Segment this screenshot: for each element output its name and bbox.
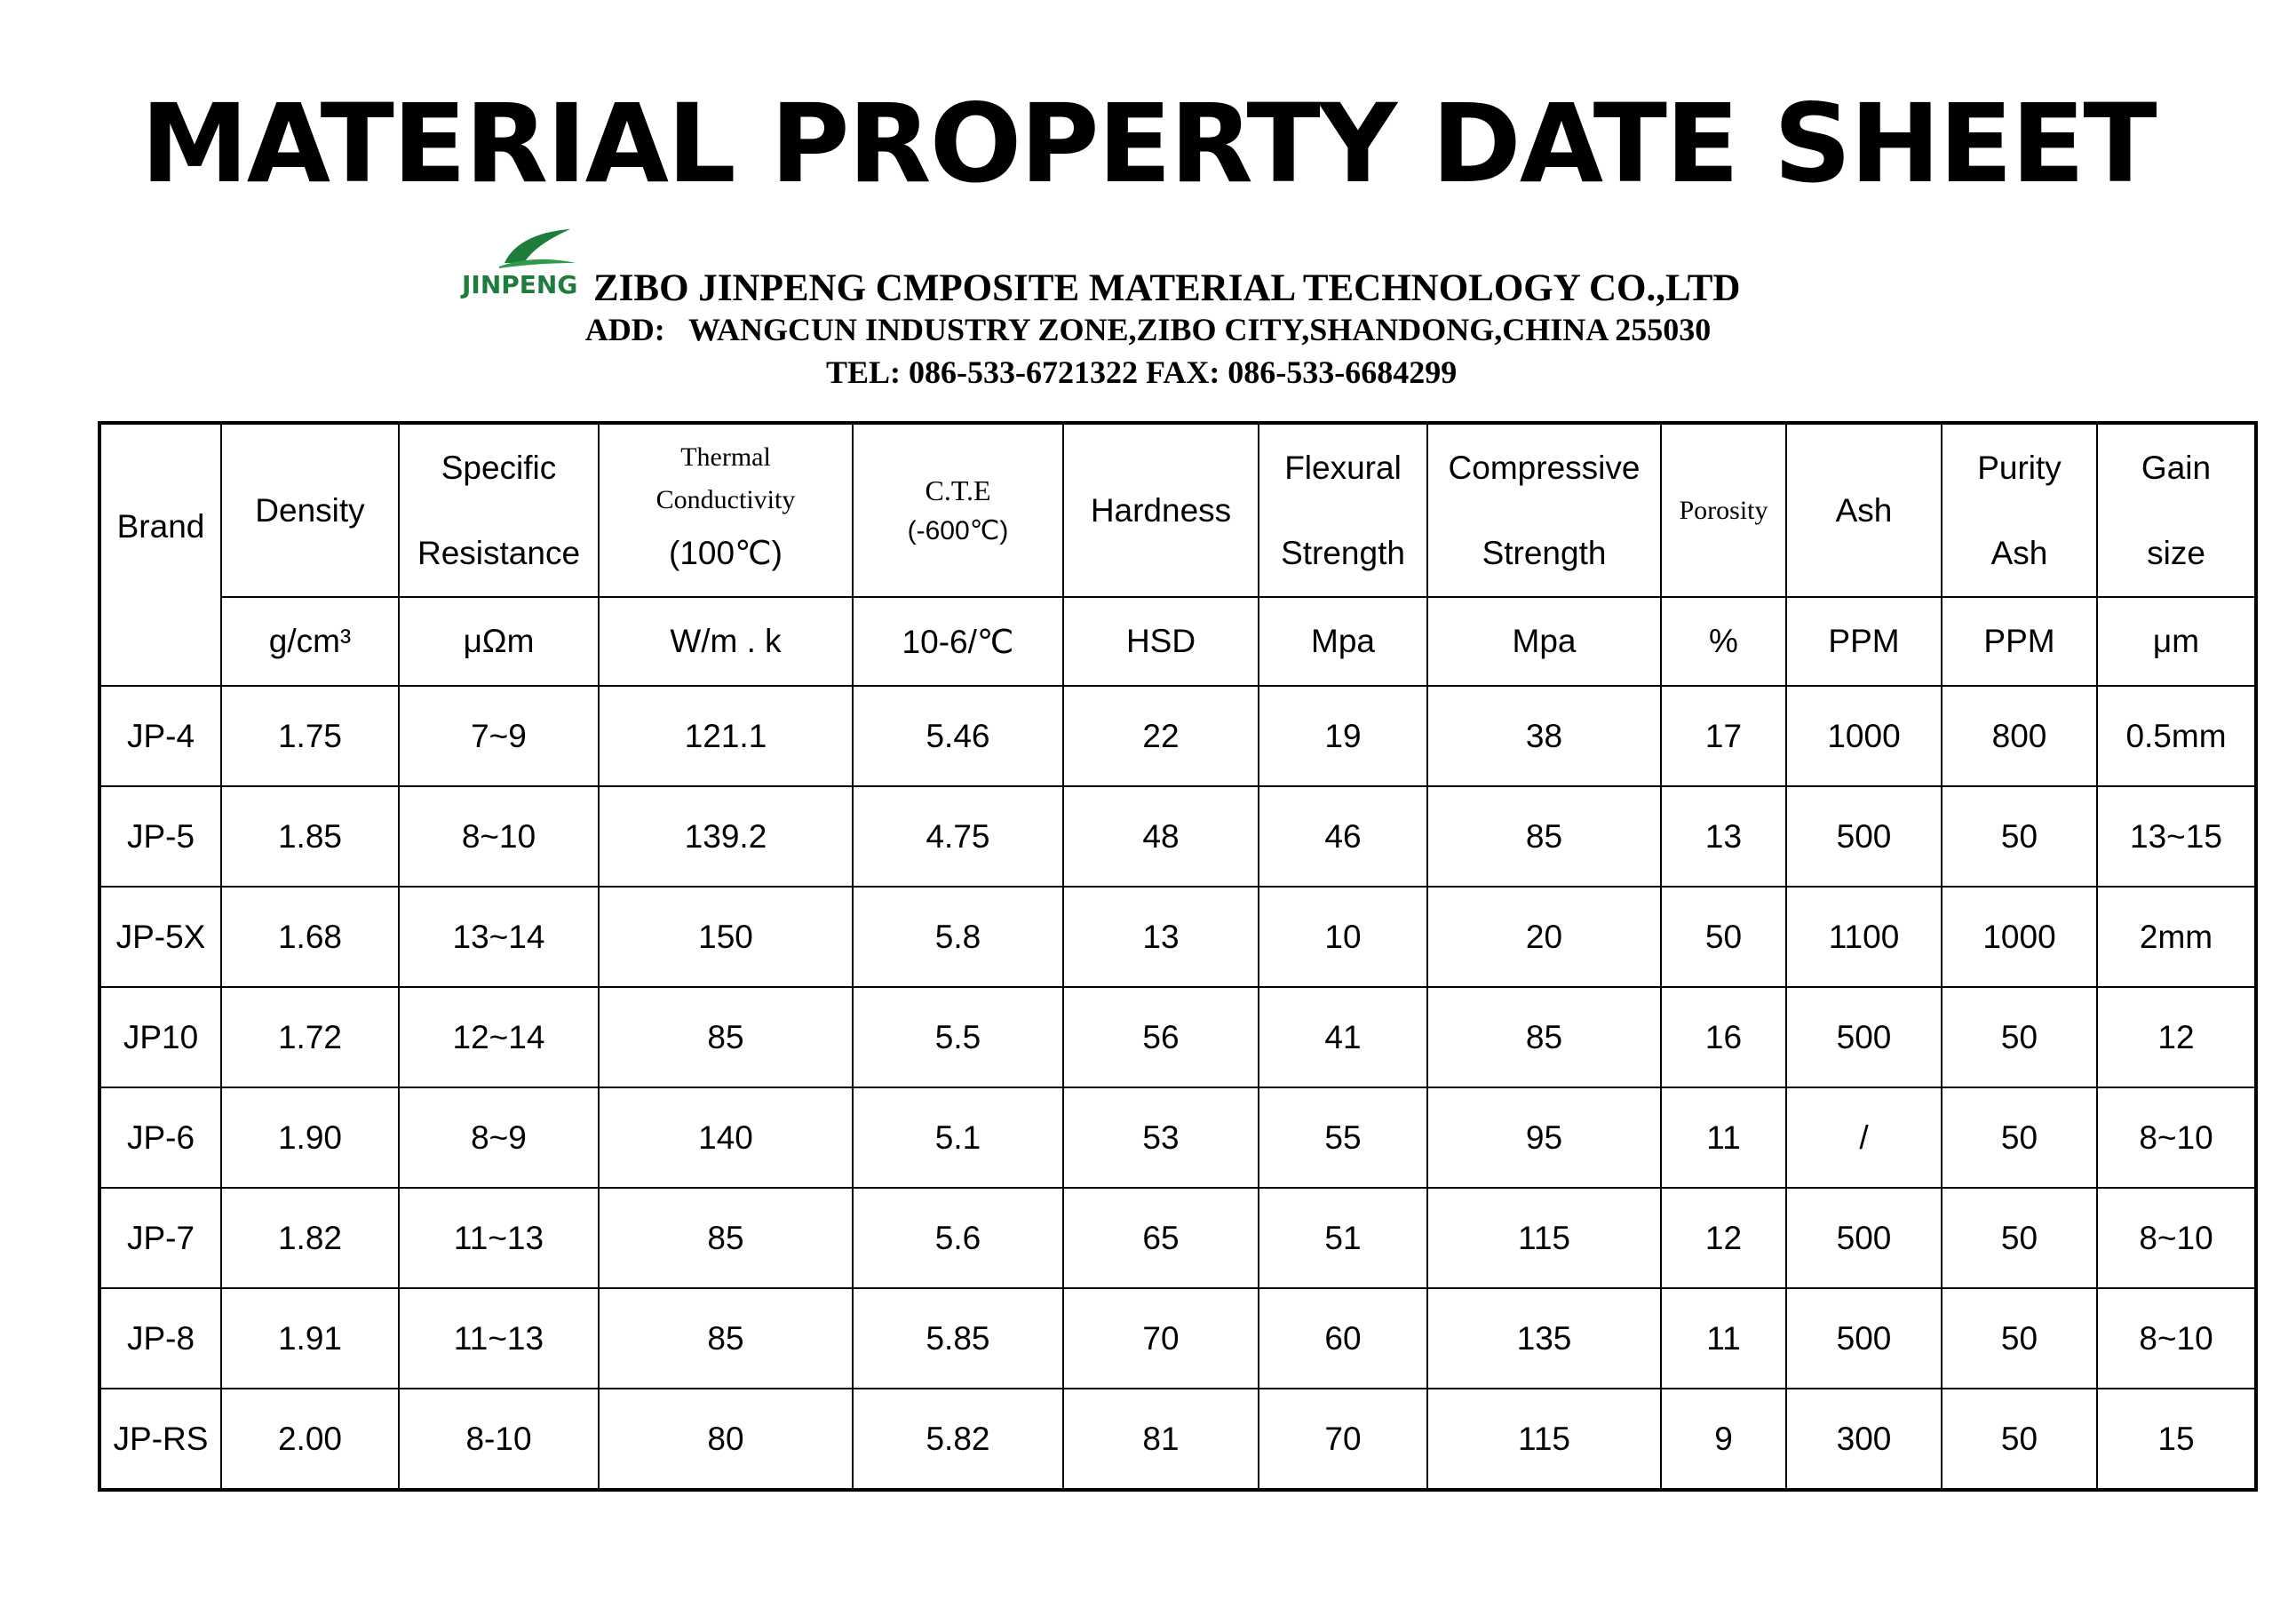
value-cell: 1.72 <box>221 987 399 1087</box>
table-row <box>99 887 2256 987</box>
value-cell: 51 <box>1259 1188 1427 1288</box>
unit-cell: HSD <box>1063 597 1259 686</box>
value-cell: 0.5mm <box>2097 686 2256 786</box>
brand-cell: JP-5X <box>99 887 221 987</box>
value-cell: 12 <box>1661 1188 1786 1288</box>
value-cell: 5.8 <box>853 887 1063 987</box>
header-brand: Brand <box>99 423 221 686</box>
header-compressive-strength: Compressive Strength <box>1427 423 1661 597</box>
value-cell: 1000 <box>1942 887 2097 987</box>
value-cell: 85 <box>599 1288 853 1389</box>
company-name: ZIBO JINPENG CMPOSITE MATERIAL TECHNOLOGY CO.,LTD <box>593 267 1741 309</box>
company-address: ADD: WANGCUN INDUSTRY ZONE,ZIBO CITY,SHANDONG,CHINA 255030 <box>584 312 1712 347</box>
value-cell: 41 <box>1259 987 1427 1087</box>
value-cell: 5.82 <box>853 1389 1063 1490</box>
value-cell: 5.6 <box>853 1188 1063 1288</box>
unit-cell: μm <box>2097 597 2256 686</box>
value-cell: 55 <box>1259 1087 1427 1188</box>
unit-cell: PPM <box>1942 597 2097 686</box>
unit-cell: μΩm <box>399 597 599 686</box>
value-cell: 65 <box>1063 1188 1259 1288</box>
logo-text: JINPENG <box>462 270 578 299</box>
value-cell: 8~10 <box>2097 1188 2256 1288</box>
value-cell: 17 <box>1661 686 1786 786</box>
table-row <box>99 1389 2256 1490</box>
company-logo <box>462 227 595 299</box>
value-cell: 22 <box>1063 686 1259 786</box>
value-cell: 8-10 <box>399 1389 599 1490</box>
value-cell: 11 <box>1661 1087 1786 1188</box>
value-cell: 12 <box>2097 987 2256 1087</box>
header-thermal-conductivity: Thermal Conductivity (100℃) <box>599 423 853 597</box>
value-cell: / <box>1786 1087 1942 1188</box>
table-body <box>99 686 2256 1490</box>
header-gain-size: Gain size <box>2097 423 2256 597</box>
unit-cell: Mpa <box>1259 597 1427 686</box>
value-cell: 1.85 <box>221 786 399 887</box>
value-cell: 20 <box>1427 887 1661 987</box>
value-cell: 115 <box>1427 1389 1661 1490</box>
value-cell: 7~9 <box>399 686 599 786</box>
value-cell: 115 <box>1427 1188 1661 1288</box>
value-cell: 1000 <box>1786 686 1942 786</box>
value-cell: 53 <box>1063 1087 1259 1188</box>
value-cell: 5.85 <box>853 1288 1063 1389</box>
unit-cell: W/m . k <box>599 597 853 686</box>
header-specific-resistance: Specific Resistance <box>399 423 599 597</box>
brand-cell: JP-7 <box>99 1188 221 1288</box>
property-table <box>98 421 2258 1492</box>
value-cell: 70 <box>1259 1389 1427 1490</box>
value-cell: 5.5 <box>853 987 1063 1087</box>
brand-cell: JP-5 <box>99 786 221 887</box>
header-porosity: Porosity <box>1661 423 1786 597</box>
value-cell: 50 <box>1942 1288 2097 1389</box>
table-row <box>99 1288 2256 1389</box>
value-cell: 1.90 <box>221 1087 399 1188</box>
value-cell: 85 <box>1427 786 1661 887</box>
value-cell: 1.68 <box>221 887 399 987</box>
value-cell: 48 <box>1063 786 1259 887</box>
table-row <box>99 686 2256 786</box>
company-header <box>0 222 2296 309</box>
value-cell: 8~10 <box>2097 1288 2256 1389</box>
value-cell: 300 <box>1786 1389 1942 1490</box>
table-row <box>99 1188 2256 1288</box>
table-row <box>99 987 2256 1087</box>
value-cell: 500 <box>1786 1188 1942 1288</box>
value-cell: 13 <box>1661 786 1786 887</box>
table-row <box>99 786 2256 887</box>
value-cell: 46 <box>1259 786 1427 887</box>
value-cell: 60 <box>1259 1288 1427 1389</box>
brand-cell: JP-6 <box>99 1087 221 1188</box>
unit-cell: 10-6/℃ <box>853 597 1063 686</box>
header-cte: C.T.E (-600℃) <box>853 423 1063 597</box>
value-cell: 9 <box>1661 1389 1786 1490</box>
unit-cell: g/cm³ <box>221 597 399 686</box>
value-cell: 13~15 <box>2097 786 2256 887</box>
value-cell: 38 <box>1427 686 1661 786</box>
leaf-logo-icon <box>497 227 577 268</box>
value-cell: 11~13 <box>399 1188 599 1288</box>
header-hardness: Hardness <box>1063 423 1259 597</box>
value-cell: 16 <box>1661 987 1786 1087</box>
value-cell: 2mm <box>2097 887 2256 987</box>
header-flexural-strength: Flexural Strength <box>1259 423 1427 597</box>
value-cell: 500 <box>1786 786 1942 887</box>
table-row <box>99 1087 2256 1188</box>
value-cell: 95 <box>1427 1087 1661 1188</box>
value-cell: 50 <box>1942 1188 2097 1288</box>
value-cell: 50 <box>1942 1087 2097 1188</box>
value-cell: 1100 <box>1786 887 1942 987</box>
unit-cell: % <box>1661 597 1786 686</box>
value-cell: 56 <box>1063 987 1259 1087</box>
page-title: MATERIAL PROPERTY DATE SHEET <box>140 81 2156 207</box>
value-cell: 800 <box>1942 686 2097 786</box>
value-cell: 1.75 <box>221 686 399 786</box>
value-cell: 13~14 <box>399 887 599 987</box>
value-cell: 150 <box>599 887 853 987</box>
unit-cell: PPM <box>1786 597 1942 686</box>
brand-cell: JP-8 <box>99 1288 221 1389</box>
value-cell: 8~10 <box>2097 1087 2256 1188</box>
value-cell: 8~10 <box>399 786 599 887</box>
value-cell: 70 <box>1063 1288 1259 1389</box>
value-cell: 1.91 <box>221 1288 399 1389</box>
unit-cell: Mpa <box>1427 597 1661 686</box>
value-cell: 85 <box>599 987 853 1087</box>
header-purity-ash: Purity Ash <box>1942 423 2097 597</box>
value-cell: 15 <box>2097 1389 2256 1490</box>
value-cell: 50 <box>1661 887 1786 987</box>
value-cell: 139.2 <box>599 786 853 887</box>
value-cell: 11~13 <box>399 1288 599 1389</box>
value-cell: 12~14 <box>399 987 599 1087</box>
value-cell: 135 <box>1427 1288 1661 1389</box>
value-cell: 50 <box>1942 1389 2097 1490</box>
table-units-row <box>99 597 2256 686</box>
value-cell: 8~9 <box>399 1087 599 1188</box>
brand-cell: JP10 <box>99 987 221 1087</box>
value-cell: 10 <box>1259 887 1427 987</box>
value-cell: 1.82 <box>221 1188 399 1288</box>
value-cell: 85 <box>1427 987 1661 1087</box>
value-cell: 5.1 <box>853 1087 1063 1188</box>
value-cell: 50 <box>1942 786 2097 887</box>
value-cell: 5.46 <box>853 686 1063 786</box>
company-contact: TEL: 086-533-6721322 FAX: 086-533-6684299 <box>826 354 1458 390</box>
value-cell: 19 <box>1259 686 1427 786</box>
value-cell: 81 <box>1063 1389 1259 1490</box>
brand-cell: JP-4 <box>99 686 221 786</box>
value-cell: 80 <box>599 1389 853 1490</box>
brand-cell: JP-RS <box>99 1389 221 1490</box>
value-cell: 2.00 <box>221 1389 399 1490</box>
value-cell: 4.75 <box>853 786 1063 887</box>
header-density: Density <box>221 423 399 597</box>
table-header-row <box>99 423 2256 597</box>
value-cell: 85 <box>599 1188 853 1288</box>
value-cell: 50 <box>1942 987 2097 1087</box>
value-cell: 13 <box>1063 887 1259 987</box>
value-cell: 140 <box>599 1087 853 1188</box>
value-cell: 11 <box>1661 1288 1786 1389</box>
value-cell: 500 <box>1786 987 1942 1087</box>
value-cell: 121.1 <box>599 686 853 786</box>
header-ash: Ash <box>1786 423 1942 597</box>
value-cell: 500 <box>1786 1288 1942 1389</box>
